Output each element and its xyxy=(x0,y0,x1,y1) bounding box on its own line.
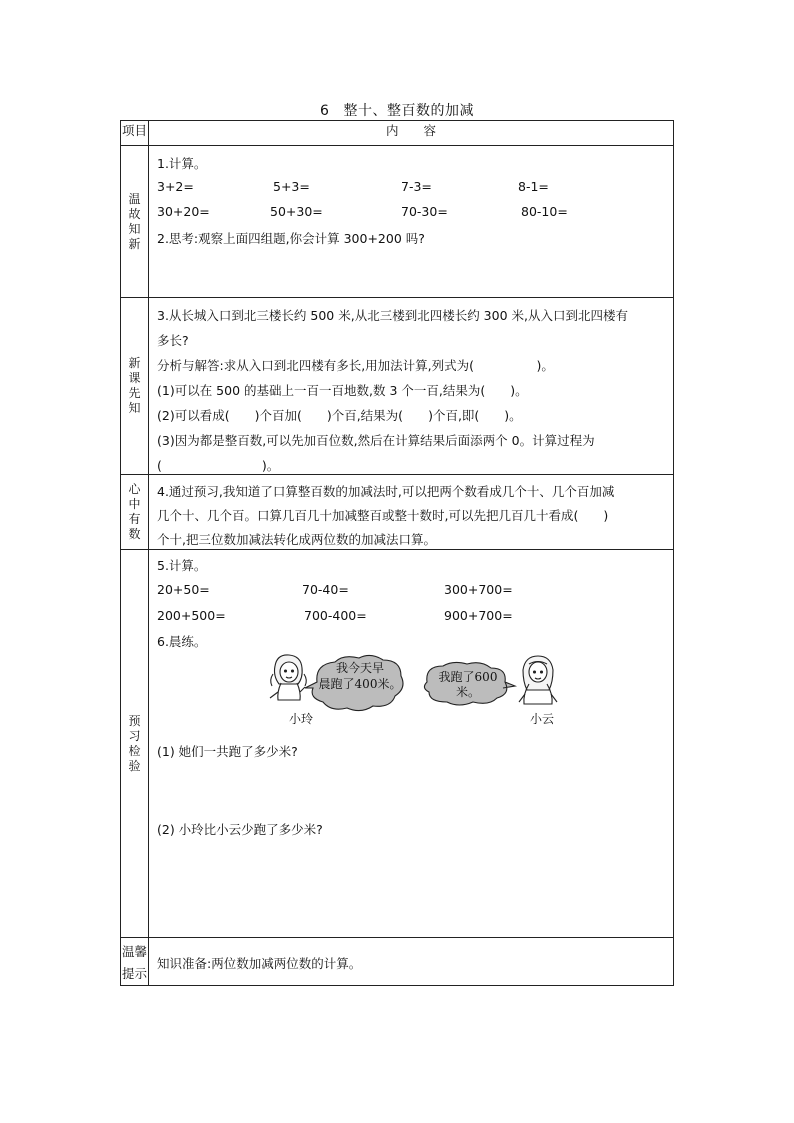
tip-content xyxy=(149,938,674,986)
method-1: (1)可以在 500 的基础上一百一百地数,数 3 个一百,结果为( )。 xyxy=(157,383,528,398)
new-row xyxy=(121,298,674,475)
header-content: 内 容 xyxy=(149,121,674,146)
q3-line2: 多长? xyxy=(157,333,189,348)
review-expr: 8-1= xyxy=(518,179,549,194)
review-expr: 3+2= xyxy=(157,179,194,194)
name-xiaoling: 小玲 xyxy=(289,712,314,726)
mind-line1: 4.通过预习,我知道了口算整百数的加减法时,可以把两个数看成几个十、几个百加减 xyxy=(157,484,615,499)
preview-expr: 200+500= xyxy=(157,608,226,623)
preview-expr: 70-40= xyxy=(302,582,349,597)
tip-text: 知识准备:两位数加减两位数的计算。 xyxy=(157,956,362,971)
new-content xyxy=(149,298,674,475)
mind-label: 心中有数 xyxy=(128,482,141,541)
new-label-cell xyxy=(121,298,149,475)
review-expr: 50+30= xyxy=(270,204,323,219)
bubble-left-line2: 晨跑了400米。 xyxy=(318,677,402,691)
worksheet-table xyxy=(120,120,674,986)
review-expr: 7-3= xyxy=(401,179,432,194)
preview-content xyxy=(149,550,674,938)
preview-expr: 20+50= xyxy=(157,582,210,597)
lesson-number: 6 xyxy=(320,103,330,119)
tip-label-cell xyxy=(121,938,149,986)
q3-line1: 3.从长城入口到北三楼长约 500 米,从北三楼到北四楼长约 300 米,从入口到北四楼有 xyxy=(157,308,628,323)
subquestion-2: (2) 小玲比小云少跑了多少米? xyxy=(157,822,323,837)
mind-content xyxy=(149,475,674,550)
method-3-line1: (3)因为都是整百数,可以先加百位数,然后在计算结果后面添两个 0。计算过程为 xyxy=(157,433,595,448)
subquestion-1: (1) 她们一共跑了多少米? xyxy=(157,744,298,759)
bubble-right-text: 我跑了600米。 xyxy=(438,670,498,699)
name-xiaoyun: 小云 xyxy=(530,712,555,726)
tip-label-line1: 温馨 xyxy=(121,943,147,959)
mind-row xyxy=(121,475,674,550)
review-content xyxy=(149,146,674,298)
girl-right-icon xyxy=(519,656,557,704)
review-expr: 5+3= xyxy=(273,179,310,194)
mind-line3: 个十,把三位数加减法转化成两位数的加减法口算。 xyxy=(157,532,436,547)
tip-label-line2: 提示 xyxy=(121,965,147,981)
lesson-title: 整十、整百数的加减 xyxy=(343,103,474,119)
mind-label-cell xyxy=(121,475,149,550)
page-title xyxy=(0,100,794,120)
header-row xyxy=(121,121,674,146)
q1-label: 1.计算。 xyxy=(157,156,207,171)
method-2: (2)可以看成( )个百加( )个百,结果为( )个百,即( )。 xyxy=(157,408,522,423)
tip-row xyxy=(121,938,674,986)
girl-left-icon xyxy=(270,655,306,700)
preview-label-cell xyxy=(121,550,149,938)
method-3-line2: ( )。 xyxy=(157,458,280,473)
review-label-cell xyxy=(121,146,149,298)
review-label: 温故知新 xyxy=(128,191,141,251)
mind-line2: 几个十、几个百。口算几百几十加减整百或整十数时,可以先把几百几十看成( ) xyxy=(157,508,609,523)
analysis-text: 分析与解答:求从入口到北四楼有多长,用加法计算,列式为( )。 xyxy=(157,358,554,373)
header-item: 项目 xyxy=(121,121,149,146)
review-expr: 70-30= xyxy=(401,204,448,219)
review-row xyxy=(121,146,674,298)
new-label: 新课先知 xyxy=(128,356,141,415)
review-expr: 80-10= xyxy=(521,204,568,219)
preview-label: 预习检验 xyxy=(128,713,141,773)
q6-label: 6.晨练。 xyxy=(157,634,207,649)
bubble-left-line1: 我今天早 xyxy=(335,661,384,675)
review-expr: 30+20= xyxy=(157,204,210,219)
preview-expr: 900+700= xyxy=(444,608,513,623)
preview-row xyxy=(121,550,674,938)
preview-expr: 700-400= xyxy=(304,608,367,623)
q2-text: 2.思考:观察上面四组题,你会计算 300+200 吗? xyxy=(157,231,425,246)
preview-expr: 300+700= xyxy=(444,582,513,597)
q5-label: 5.计算。 xyxy=(157,558,207,573)
